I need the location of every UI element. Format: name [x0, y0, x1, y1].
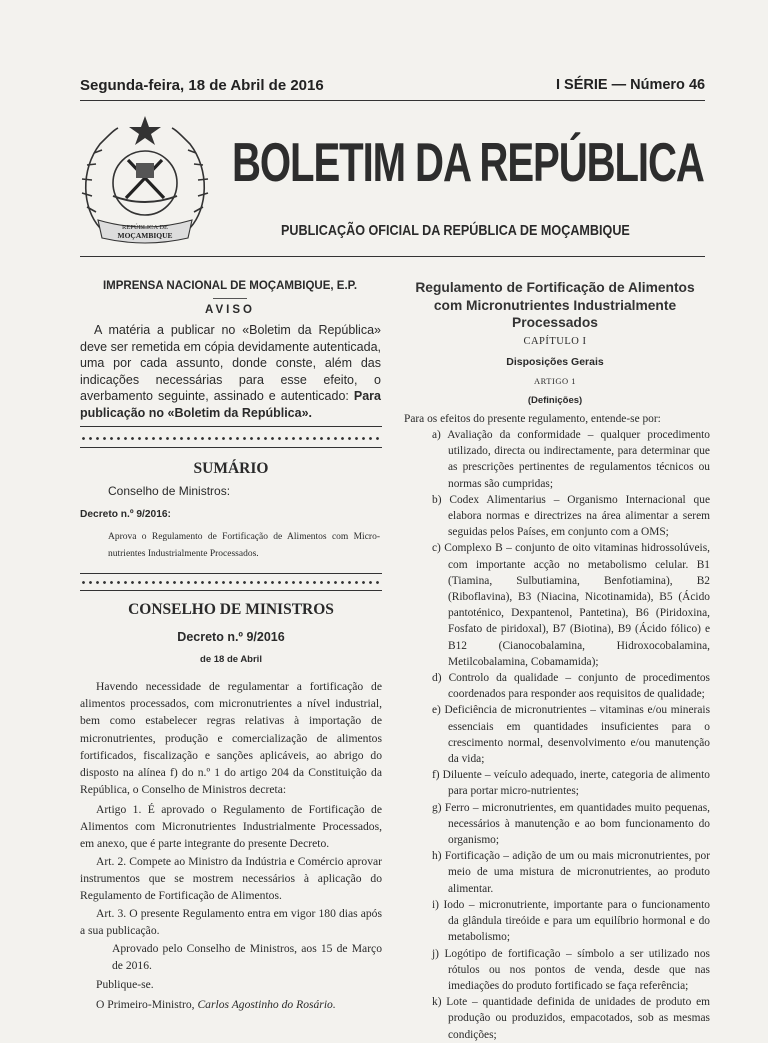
gazette-subtitle: PUBLICAÇÃO OFICIAL DA REPÚBLICA DE MOÇAMBIQUE: [281, 222, 630, 239]
aviso-body: A matéria a publicar no «Boletim da República» deve ser remetida em cópia devidamente autenticada, uma por cada assunto, donde conste, além das indicações necessárias para esse efeito, o averbamento seguinte, assinado e autenticado:: [80, 323, 381, 404]
sumario-description: Aprova o Regulamento de Fortificação de Alimentos com Micro-nutrientes Industrialmente Processados.: [108, 532, 380, 559]
sumario-heading: SUMÁRIO: [193, 460, 269, 477]
decreto-intro: Havendo necessidade de regulamentar a fortificação de alimentos processados, com micronutrientes a nível industrial, bem como estabelecer regras relativas à importação de micronutrientes, produção e comercialização de alimentos fortificados, fiscalização e sanções aplicáveis, ao abrigo do disposto na alínea f) do n.º 1 do artigo 204 da Constituição da República, o Conselho de Ministros decreta:: [80, 680, 382, 797]
subheader-rule: [80, 256, 705, 257]
dotted-separator: [80, 437, 382, 440]
header-rule: [80, 100, 705, 101]
coat-of-arms-emblem: [70, 108, 220, 248]
gazette-title: BOLETIM DA REPÚBLICA: [232, 131, 704, 193]
aviso-rule: [80, 426, 382, 427]
definition-h: h) Fortificação – adição de um ou mais micronutrientes, por meio de uma mistura de micronutrientes, ao produto alimentar.: [432, 850, 710, 895]
issue-date: Segunda-feira, 18 de Abril de 2016: [80, 77, 324, 94]
definition-e: e) Deficiência de micronutrientes – vitaminas e/ou minerais essenciais em quantidades insuficientes para o crescimento normal, desenvolvimento e/ou manutenção da vida;: [432, 704, 710, 766]
sumario-rule: [80, 573, 382, 574]
imprensa-rule: [213, 298, 247, 299]
emblem-text-line2: MOÇAMBIQUE: [117, 231, 173, 240]
regulamento-title: Regulamento de Fortificação de Alimentos com Micronutrientes Industrialmente Processados: [415, 280, 695, 330]
conselho-heading: CONSELHO DE MINISTROS: [128, 601, 334, 618]
decreto-signature: [96, 996, 336, 1013]
separator-rule-2: [80, 590, 382, 591]
definition-i: i) Iodo – micronutriente, importante para o funcionamento da glândula tireóide e para um equilíbrio hormonal e do metabolismo;: [432, 898, 710, 944]
dotted-separator-2: [80, 581, 382, 584]
definitions-intro: Para os efeitos do presente regulamento, entende-se por:: [404, 413, 661, 425]
artigo-heading: ARTIGO 1: [534, 376, 576, 386]
aviso-text: [80, 322, 381, 422]
decreto-heading: Decreto n.º 9/2016: [177, 630, 285, 644]
capitulo-heading: CAPÍTULO I: [523, 336, 587, 347]
definition-a: a) Avaliação da conformidade – qualquer procedimento utilizado, directa ou indirectamente, para determinar que as prescrições pertinentes de regulamentos técnicos ou normas são cumpridas;: [432, 429, 710, 490]
signature-label: O Primeiro-Ministro,: [96, 998, 198, 1011]
separator-rule: [80, 447, 382, 448]
imprensa-heading: IMPRENSA NACIONAL DE MOÇAMBIQUE, E.P.: [102, 280, 358, 292]
definition-b: b) Codex Alimentarius – Organismo Internacional que elabora normas e directrizes na área alimentar a serem seguidas pelos Países, em conjunto com a OMS;: [432, 493, 710, 539]
issue-series: I SÉRIE — Número 46: [556, 77, 706, 93]
definition-j: j) Logótipo de fortificação – símbolo a ser utilizado nos rótulos ou nos pontos de venda, desde que nas imediações do produto fortificado se faça referência;: [432, 947, 710, 992]
aviso-heading: AVISO: [205, 304, 255, 316]
definicoes-heading: (Definições): [527, 395, 583, 406]
sumario-body: Conselho de Ministros:: [108, 484, 231, 498]
decreto-aprovado: Aprovado pelo Conselho de Ministros, aos 15 de Março de 2016.: [112, 942, 382, 973]
definition-g: g) Ferro – micronutrientes, em quantidades muito pequenas, necessários à manutenção e ao bom funcionamento do organismo;: [432, 801, 710, 847]
sumario-decreto: Decreto n.º 9/2016:: [80, 509, 171, 520]
decreto-artigo-2: Art. 2. Compete ao Ministro da Indústria e Comércio aprovar instrumentos que se mostrem necessários à aplicação do Regulamento de Fortificação de Alimentos.: [80, 855, 382, 903]
disposicoes-heading: Disposições Gerais: [506, 356, 604, 368]
definition-d: d) Controlo da qualidade – conjunto de procedimentos coordenados para responder aos requisitos de qualidade;: [432, 672, 710, 701]
decreto-date: de 18 de Abril: [200, 654, 262, 665]
definitions-list: [404, 427, 710, 1043]
decreto-artigo-3: Art. 3. O presente Regulamento entra em vigor 180 dias após a sua publicação.: [80, 907, 382, 938]
definition-f: f) Diluente – veículo adequado, inerte, categoria de alimento para portar micro-nutrientes;: [432, 769, 710, 798]
decreto-artigo-1: Artigo 1. É aprovado o Regulamento de Fortificação de Alimentos com Micronutrientes Industrialmente Processados, em anexo, que é parte integrante do presente Decreto.: [80, 803, 382, 851]
signature-name: Carlos Agostinho do Rosário.: [197, 998, 336, 1011]
definition-c: c) Complexo B – conjunto de oito vitaminas hidrossolúveis, com importante acção no metabolismo celular. B1 (Tiamina, Sulbutiamina, Benfotiamina), B2 (Riboflavina), B3 (Niacina, Nicotinamida), B5 (Ácido pantoténico, Dexpantenol, Pantetina), B6 (Piridoxina, Fosfato de piridoxal), B7 (Biotina), B9 (Ácido fólico) e B12 (Cianocobalamina, Hidroxocobalamina, Metilcobalamina, Cobamamida);: [432, 542, 710, 668]
decreto-publique: Publique-se.: [96, 978, 154, 991]
aviso-bold: Para publicação no «Boletim da República».: [80, 389, 381, 420]
definition-k: k) Lote – quantidade definida de unidades de produto em produção ou produzidos, empacotados, sob as mesmas condições;: [432, 996, 710, 1041]
emblem-text-line1: REPÚBLICA DE: [121, 224, 169, 231]
